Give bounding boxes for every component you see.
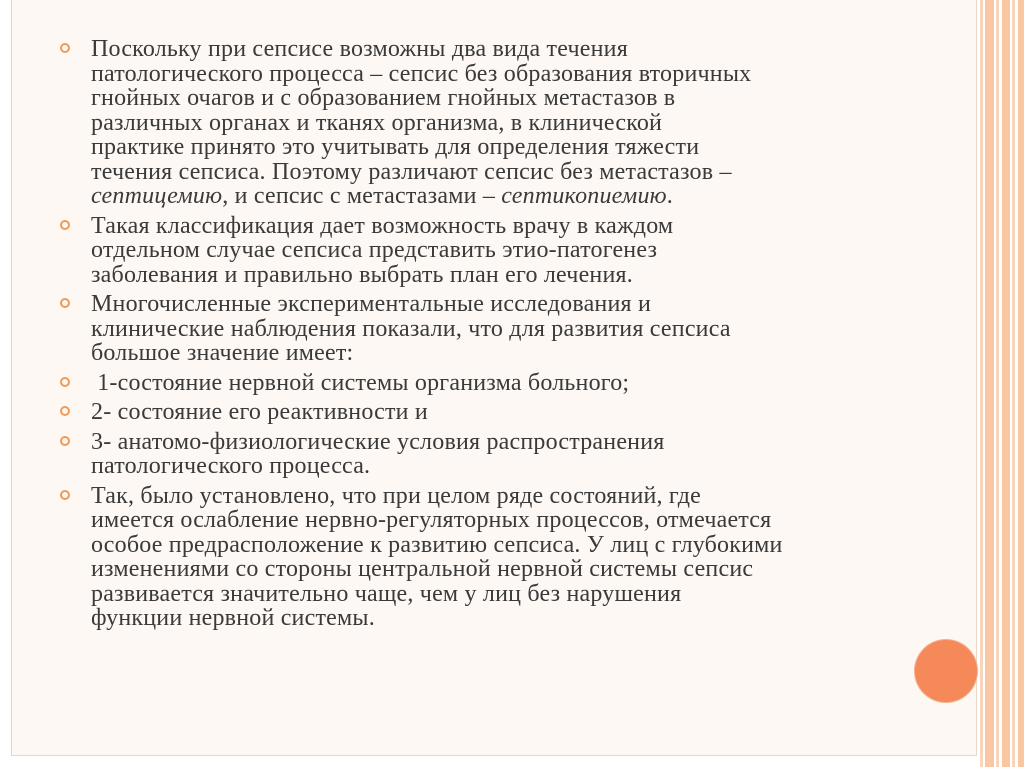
stripe [996,0,999,767]
text-line: отдельном случае сепсиса представить этио-патогенез [91,237,658,263]
italic-term: септицемию [91,183,223,209]
ring-bullet-icon [60,298,70,308]
text-line: имеется ослабление нервно-регуляторных процессов, отмечается [91,507,772,533]
bullet-item [60,484,960,631]
ring-bullet-icon [60,220,70,230]
decorative-stripes [980,0,1024,767]
text-line: патологического процесса – сепсис без образования вторичных [91,60,752,87]
text-line: большое значение имеет: [91,340,354,366]
text-line: 1-состояние нервной системы организма больного; [91,369,630,396]
bullet-item [60,292,960,366]
italic-term: септикопиемию [501,183,667,209]
bullet-item [60,214,960,288]
text-line: гнойных очагов и с образованием гнойных метастазов в [91,85,676,111]
ring-bullet-icon [60,490,70,500]
text-line: функции нервной системы. [91,605,375,631]
stripe [1012,0,1015,767]
bullet-item [60,430,960,479]
ring-bullet-icon [60,436,70,446]
bullet-item [60,371,960,396]
bullet-item [60,37,960,209]
stripe [1002,0,1010,767]
text-line [91,184,960,209]
text-line: Многочисленные экспериментальные исследования и [91,291,652,317]
bullet-item [60,400,960,425]
text-line: изменениями со стороны центральной нервной системы сепсис [91,556,754,582]
text-line: течения сепсиса. Поэтому различают сепсис без метастазов – [91,158,732,185]
ring-bullet-icon [60,406,70,416]
text-line: клинические наблюдения показали, что для развития сепсиса [91,315,731,342]
text-line: 2- состояние его реактивности и [91,399,428,425]
ring-bullet-icon [60,43,70,53]
text-fragment: . [666,183,673,209]
text-line: Такая классификация дает возможность врачу в каждом [91,212,674,239]
ring-bullet-icon [60,377,70,387]
text-line: развивается значительно чаще, чем у лиц без нарушения [91,580,682,607]
text-line: особое предрасположение к развитию сепсиса. У лиц с глубокими [91,531,783,558]
stripe [980,0,983,767]
text-line: различных органах и тканях организма, в клинической [91,109,663,136]
stripe [1018,0,1024,767]
text-line: Поскольку при сепсисе возможны два вида течения [91,36,628,62]
orange-circle-icon [915,640,977,702]
text-line: заболевания и правильно выбрать план его лечения. [91,261,633,288]
text-fragment: , и сепсис с метастазами – [222,183,502,209]
text-line: Так, было установлено, что при целом ряде состояний, где [91,482,702,509]
bullet-list [60,37,960,636]
text-line: практике принято это учитывать для определения тяжести [91,134,700,160]
text-line: патологического процесса. [91,453,371,479]
text-line: 3- анатомо-физиологические условия распространения [91,428,665,455]
stripe [985,0,994,767]
